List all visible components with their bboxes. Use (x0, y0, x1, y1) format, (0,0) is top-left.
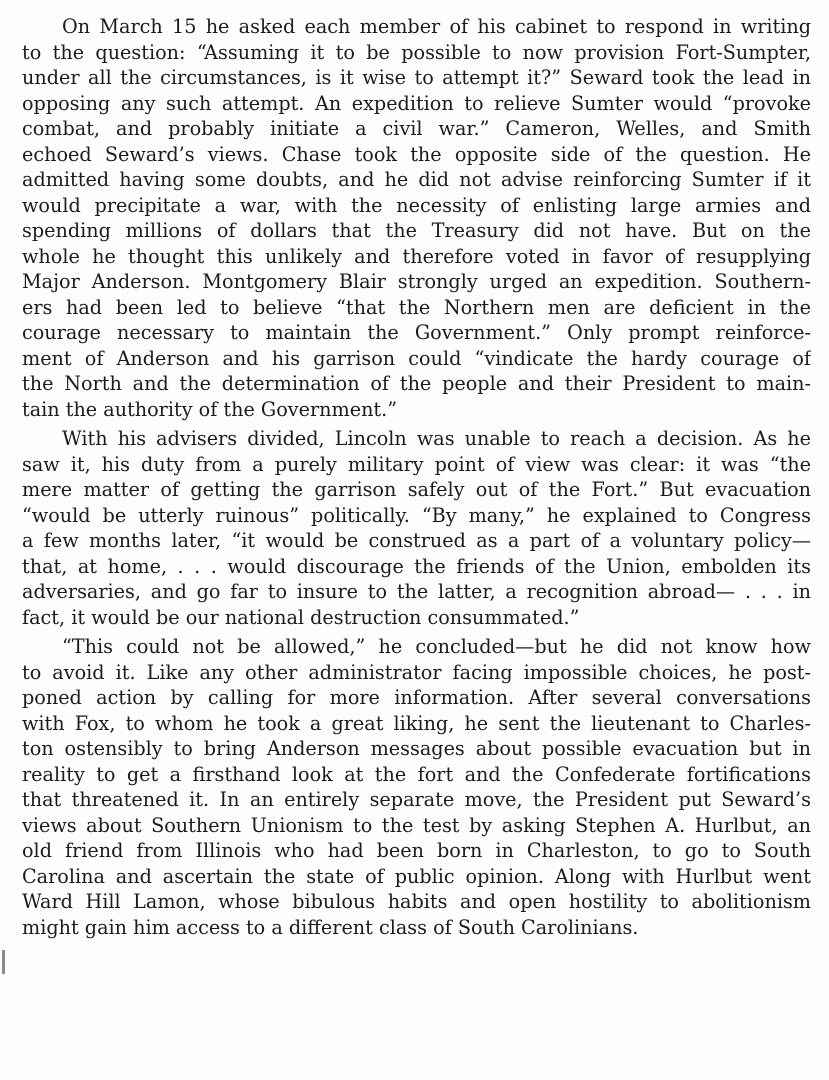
text-line: “would be utterly ruinous” politically. “By many,” he explained to Congress (22, 503, 811, 527)
text-line: a few months later, “it would be construed as a part of a voluntary policy— (22, 529, 811, 552)
text-line: to the question: “Assuming it to be possible to now provision Fort-Sumpter, (22, 40, 811, 64)
text-line: courage necessary to maintain the Government.” Only prompt reinforce- (22, 321, 811, 344)
text-line: with Fox, to whom he took a great liking, he sent the lieutenant to Charles- (22, 711, 811, 735)
text-line: With his advisers divided, Lincoln was unable to reach a decision. As he (62, 427, 811, 450)
text-line: Ward Hill Lamon, whose bibulous habits and open hostility to abolitionism (22, 890, 811, 913)
text-line: fact, it would be our national destruction consummated.” (22, 605, 580, 629)
text-line: mere matter of getting the garrison safely out of the Fort.” But evacuation (22, 478, 811, 501)
text-line: adversaries, and go far to insure to the latter, a recognition abroad— . . . in (22, 580, 811, 603)
text-line: echoed Seward’s views. Chase took the opposite side of the question. He (22, 142, 811, 166)
text-line: spending millions of dollars that the Treasury did not have. But on the (22, 219, 811, 242)
paragraph (22, 426, 811, 630)
text-line: On March 15 he asked each member of his cabinet to respond in writing (62, 15, 811, 38)
text-line: would precipitate a war, with the necessity of enlisting large armies and (22, 193, 811, 217)
text-line: Major Anderson. Montgomery Blair strongly urged an expedition. Southern- (22, 270, 811, 293)
text-line: under all the circumstances, is it wise to attempt it?” Seward took the lead in (22, 66, 811, 89)
body-text (22, 14, 811, 940)
paragraph (22, 14, 811, 422)
text-line: reality to get a firsthand look at the fort and the Confederate fortifications (22, 762, 811, 786)
paragraph (22, 634, 811, 940)
text-line: combat, and probably initiate a civil war.” Cameron, Welles, and Smith (22, 117, 811, 140)
text-line: Carolina and ascertain the state of public opinion. Along with Hurlbut went (22, 864, 811, 888)
text-line: the North and the determination of the people and their President to main- (22, 372, 811, 395)
text-line: poned action by calling for more information. After several conversations (22, 686, 811, 709)
text-line: that, at home, . . . would discourage the friends of the Union, embolden its (22, 554, 811, 578)
text-line: ers had been led to believe “that the Northern men are deficient in the (22, 295, 811, 319)
text-line: views about Southern Unionism to the test by asking Stephen A. Hurlbut, an (22, 813, 811, 837)
text-line: admitted having some doubts, and he did not advise reinforcing Sumter if it (22, 168, 811, 191)
text-line: old friend from Illinois who had been born in Charleston, to go to South (22, 839, 811, 862)
text-line: opposing any such attempt. An expedition to relieve Sumter would “provoke (22, 91, 811, 115)
text-line: whole he thought this unlikely and therefore voted in favor of resupplying (22, 244, 811, 268)
text-line: saw it, his duty from a purely military point of view was clear: it was “the (22, 452, 811, 476)
scan-edge-mark (2, 950, 5, 974)
text-line: ton ostensibly to bring Anderson messages about possible evacuation but in (22, 737, 811, 760)
text-line: tain the authority of the Government.” (22, 397, 398, 421)
text-line: to avoid it. Like any other administrator facing impossible choices, he post- (22, 660, 811, 684)
text-line: ment of Anderson and his garrison could “vindicate the hardy courage of (22, 346, 811, 370)
text-line: might gain him access to a different class of South Carolinians. (22, 915, 639, 939)
text-line: that threatened it. In an entirely separate move, the President put Seward’s (22, 788, 811, 811)
text-line: “This could not be allowed,” he concluded—but he did not know how (62, 635, 811, 658)
